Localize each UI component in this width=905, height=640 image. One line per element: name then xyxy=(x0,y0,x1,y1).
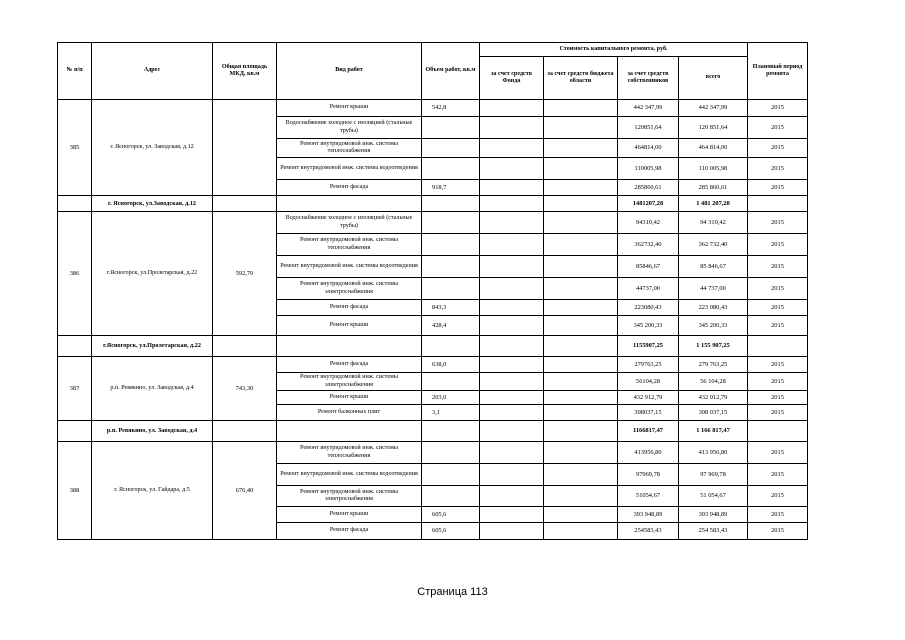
region-cost-cell xyxy=(544,278,618,300)
period-cell: 2015 xyxy=(748,278,808,300)
subtotal-volume-cell xyxy=(422,336,480,357)
work-type-cell: Ремонт внутридомовой инж. системы водоотведения xyxy=(277,464,422,486)
volume-cell xyxy=(422,278,480,300)
total-cost-cell: 362 732,40 xyxy=(679,234,748,256)
subtotal-region-cell xyxy=(544,196,618,212)
fund-cost-cell xyxy=(480,391,544,405)
total-cost-cell: 398 037,15 xyxy=(679,405,748,421)
period-cell: 2015 xyxy=(748,180,808,196)
work-type-cell: Ремонт фасада xyxy=(277,523,422,540)
fund-cost-cell xyxy=(480,158,544,180)
header-cost-group: Стоимость капитального ремонта, руб. xyxy=(480,43,748,57)
total-cost-cell: 85 846,67 xyxy=(679,256,748,278)
fund-cost-cell xyxy=(480,464,544,486)
owners-cost-cell: 120851,64 xyxy=(618,117,679,139)
volume-cell: 428,4 xyxy=(422,316,480,336)
region-cost-cell xyxy=(544,316,618,336)
period-cell: 2015 xyxy=(748,158,808,180)
fund-cost-cell xyxy=(480,316,544,336)
subtotal-row xyxy=(58,196,808,212)
total-cost-cell: 279 763,25 xyxy=(679,357,748,373)
region-cost-cell xyxy=(544,100,618,117)
volume-cell: 542,8 xyxy=(422,100,480,117)
total-cost-cell: 345 200,33 xyxy=(679,316,748,336)
volume-cell xyxy=(422,158,480,180)
subtotal-fund-cell xyxy=(480,196,544,212)
total-cost-cell: 110 005,98 xyxy=(679,158,748,180)
subtotal-region-cell xyxy=(544,421,618,442)
total-cost-cell: 393 948,89 xyxy=(679,507,748,523)
work-type-cell: Ремонт внутридомовой инж. системы теплоснабжения xyxy=(277,139,422,158)
subtotal-total: 1 155 907,25 xyxy=(679,336,748,357)
period-cell: 2015 xyxy=(748,117,808,139)
owners-cost-cell: 362732,40 xyxy=(618,234,679,256)
work-type-cell: Ремонт внутридомовой инж. системы водоотведения xyxy=(277,256,422,278)
subtotal-area-cell xyxy=(213,336,277,357)
volume-cell xyxy=(422,212,480,234)
total-cost-cell: 254 583,43 xyxy=(679,523,748,540)
period-cell: 2015 xyxy=(748,316,808,336)
work-type-cell: Водоснабжение холодное с изоляцией (стальные трубы) xyxy=(277,212,422,234)
subtotal-owners: 1166817,47 xyxy=(618,421,679,442)
work-type-cell: Ремонт крыши xyxy=(277,391,422,405)
table-row xyxy=(58,357,808,373)
volume-cell xyxy=(422,373,480,391)
table-row xyxy=(58,442,808,464)
fund-cost-cell xyxy=(480,117,544,139)
region-cost-cell xyxy=(544,117,618,139)
region-cost-cell xyxy=(544,357,618,373)
table-body xyxy=(58,100,808,540)
region-cost-cell xyxy=(544,256,618,278)
owners-cost-cell: 464814,00 xyxy=(618,139,679,158)
address-cell: г. Ясногорск, ул. Заводская, д.12 xyxy=(92,100,213,196)
header-area: Общая площадь МКД, кв.м xyxy=(213,43,277,100)
subtotal-total: 1 166 817,47 xyxy=(679,421,748,442)
work-type-cell: Ремонт внутридомовой инж. системы теплоснабжения xyxy=(277,442,422,464)
work-type-cell: Ремонт крыши xyxy=(277,316,422,336)
volume-cell: 638,0 xyxy=(422,357,480,373)
header-total: всего xyxy=(679,57,748,100)
owners-cost-cell: 442 347,99 xyxy=(618,100,679,117)
total-cost-cell: 44 737,00 xyxy=(679,278,748,300)
volume-cell xyxy=(422,117,480,139)
owners-cost-cell: 97969,78 xyxy=(618,464,679,486)
subtotal-num-cell xyxy=(58,196,92,212)
work-type-cell: Водоснабжение холодное с изоляцией (стальные трубы) xyxy=(277,117,422,139)
fund-cost-cell xyxy=(480,357,544,373)
volume-cell xyxy=(422,486,480,507)
work-type-cell: Ремонт крыши xyxy=(277,100,422,117)
owners-cost-cell: 432 912,79 xyxy=(618,391,679,405)
subtotal-row xyxy=(58,421,808,442)
period-cell: 2015 xyxy=(748,212,808,234)
subtotal-fund-cell xyxy=(480,421,544,442)
volume-cell xyxy=(422,139,480,158)
subtotal-volume-cell xyxy=(422,196,480,212)
volume-cell: 843,3 xyxy=(422,300,480,316)
owners-cost-cell: 223080,43 xyxy=(618,300,679,316)
period-cell: 2015 xyxy=(748,523,808,540)
subtotal-area-cell xyxy=(213,421,277,442)
subtotal-fund-cell xyxy=(480,336,544,357)
subtotal-row xyxy=(58,336,808,357)
period-cell: 2015 xyxy=(748,234,808,256)
owners-cost-cell: 285860,61 xyxy=(618,180,679,196)
volume-cell xyxy=(422,234,480,256)
owners-cost-cell: 413956,80 xyxy=(618,442,679,464)
volume-cell: 605,6 xyxy=(422,523,480,540)
repair-plan-table-container xyxy=(57,42,808,540)
subtotal-num-cell xyxy=(58,336,92,357)
region-cost-cell xyxy=(544,486,618,507)
subtotal-region-cell xyxy=(544,336,618,357)
work-type-cell: Ремонт фасада xyxy=(277,300,422,316)
owners-cost-cell: 94310,42 xyxy=(618,212,679,234)
period-cell: 2015 xyxy=(748,391,808,405)
total-cost-cell: 51 054,67 xyxy=(679,486,748,507)
subtotal-label: р.п. Ревякино, ул. Заводская, д.4 xyxy=(92,421,213,442)
region-cost-cell xyxy=(544,234,618,256)
fund-cost-cell xyxy=(480,234,544,256)
subtotal-label: г.Ясногорск, ул.Пролетарская, д.22 xyxy=(92,336,213,357)
owners-cost-cell: 110005,98 xyxy=(618,158,679,180)
house-number-cell: 388 xyxy=(58,442,92,540)
subtotal-total: 1 481 207,28 xyxy=(679,196,748,212)
address-cell: г.Ясногорск, ул.Пролетарская, д.22 xyxy=(92,212,213,336)
region-cost-cell xyxy=(544,391,618,405)
subtotal-work-cell xyxy=(277,196,422,212)
work-type-cell: Ремонт крыши xyxy=(277,507,422,523)
area-cell xyxy=(213,100,277,196)
subtotal-volume-cell xyxy=(422,421,480,442)
region-cost-cell xyxy=(544,442,618,464)
subtotal-area-cell xyxy=(213,196,277,212)
owners-cost-cell: 345 200,33 xyxy=(618,316,679,336)
region-cost-cell xyxy=(544,405,618,421)
period-cell: 2015 xyxy=(748,405,808,421)
total-cost-cell: 97 969,78 xyxy=(679,464,748,486)
header-volume: Объем работ, кв.м xyxy=(422,43,480,100)
subtotal-work-cell xyxy=(277,421,422,442)
work-type-cell: Ремонт фасада xyxy=(277,357,422,373)
owners-cost-cell: 398037,15 xyxy=(618,405,679,421)
work-type-cell: Ремонт внутридомовой инж. системы теплоснабжения xyxy=(277,234,422,256)
area-cell: 592,70 xyxy=(213,212,277,336)
period-cell: 2015 xyxy=(748,442,808,464)
period-cell: 2015 xyxy=(748,100,808,117)
owners-cost-cell: 85846,67 xyxy=(618,256,679,278)
work-type-cell: Ремонт балконных плит xyxy=(277,405,422,421)
work-type-cell: Ремонт внутридомовой инж. системы электроснабжения xyxy=(277,278,422,300)
region-cost-cell xyxy=(544,523,618,540)
volume-cell: 605,6 xyxy=(422,507,480,523)
region-cost-cell xyxy=(544,300,618,316)
table-header xyxy=(58,43,808,100)
subtotal-label: г. Ясногорск, ул.Заводская, д.12 xyxy=(92,196,213,212)
subtotal-owners: 1155907,25 xyxy=(618,336,679,357)
address-cell: г. Ясногорск, ул. Гайдара, д.5 xyxy=(92,442,213,540)
house-number-cell: 385 xyxy=(58,100,92,196)
total-cost-cell: 56 104,28 xyxy=(679,373,748,391)
region-cost-cell xyxy=(544,373,618,391)
header-region: за счет средств бюджета области xyxy=(544,57,618,100)
period-cell: 2015 xyxy=(748,357,808,373)
fund-cost-cell xyxy=(480,278,544,300)
owners-cost-cell: 44737,00 xyxy=(618,278,679,300)
house-number-cell: 386 xyxy=(58,212,92,336)
volume-cell: 918,7 xyxy=(422,180,480,196)
fund-cost-cell xyxy=(480,300,544,316)
area-cell: 743,30 xyxy=(213,357,277,421)
header-owners: за счет средств собственников xyxy=(618,57,679,100)
total-cost-cell: 432 912,79 xyxy=(679,391,748,405)
subtotal-period-cell xyxy=(748,196,808,212)
period-cell: 2015 xyxy=(748,139,808,158)
house-number-cell: 387 xyxy=(58,357,92,421)
volume-cell xyxy=(422,442,480,464)
fund-cost-cell xyxy=(480,180,544,196)
region-cost-cell xyxy=(544,139,618,158)
total-cost-cell: 94 310,42 xyxy=(679,212,748,234)
region-cost-cell xyxy=(544,180,618,196)
total-cost-cell: 464 814,00 xyxy=(679,139,748,158)
period-cell: 2015 xyxy=(748,464,808,486)
header-period: Плановый период ремонта xyxy=(748,43,808,100)
table-row xyxy=(58,100,808,117)
fund-cost-cell xyxy=(480,523,544,540)
fund-cost-cell xyxy=(480,139,544,158)
fund-cost-cell xyxy=(480,442,544,464)
total-cost-cell: 413 956,80 xyxy=(679,442,748,464)
period-cell: 2015 xyxy=(748,507,808,523)
owners-cost-cell: 254583,43 xyxy=(618,523,679,540)
period-cell: 2015 xyxy=(748,256,808,278)
fund-cost-cell xyxy=(480,507,544,523)
fund-cost-cell xyxy=(480,256,544,278)
region-cost-cell xyxy=(544,158,618,180)
period-cell: 2015 xyxy=(748,300,808,316)
subtotal-work-cell xyxy=(277,336,422,357)
volume-cell: 3,1 xyxy=(422,405,480,421)
address-cell: р.п. Ревякино, ул. Заводская, д.4 xyxy=(92,357,213,421)
total-cost-cell: 442 347,99 xyxy=(679,100,748,117)
area-cell: 676,40 xyxy=(213,442,277,540)
owners-cost-cell: 56104,28 xyxy=(618,373,679,391)
total-cost-cell: 285 860,61 xyxy=(679,180,748,196)
work-type-cell: Ремонт внутридомовой инж. системы водоотведения xyxy=(277,158,422,180)
region-cost-cell xyxy=(544,464,618,486)
table-row xyxy=(58,212,808,234)
fund-cost-cell xyxy=(480,212,544,234)
owners-cost-cell: 393 948,89 xyxy=(618,507,679,523)
volume-cell xyxy=(422,256,480,278)
total-cost-cell: 223 080,43 xyxy=(679,300,748,316)
repair-plan-table xyxy=(57,42,808,540)
fund-cost-cell xyxy=(480,100,544,117)
header-work: Вид работ xyxy=(277,43,422,100)
header-num: № п/п xyxy=(58,43,92,100)
subtotal-period-cell xyxy=(748,336,808,357)
fund-cost-cell xyxy=(480,405,544,421)
header-fund: за счет средств Фонда xyxy=(480,57,544,100)
subtotal-owners: 1481207,28 xyxy=(618,196,679,212)
subtotal-period-cell xyxy=(748,421,808,442)
subtotal-num-cell xyxy=(58,421,92,442)
total-cost-cell: 120 851,64 xyxy=(679,117,748,139)
volume-cell: 203,0 xyxy=(422,391,480,405)
volume-cell xyxy=(422,464,480,486)
period-cell: 2015 xyxy=(748,486,808,507)
header-address: Адрес xyxy=(92,43,213,100)
work-type-cell: Ремонт фасада xyxy=(277,180,422,196)
region-cost-cell xyxy=(544,507,618,523)
fund-cost-cell xyxy=(480,373,544,391)
work-type-cell: Ремонт внутридомовой инж. системы электроснабжения xyxy=(277,486,422,507)
page-number: Страница 113 xyxy=(417,586,488,598)
owners-cost-cell: 51054,67 xyxy=(618,486,679,507)
work-type-cell: Ремонт внутридомовой инж. системы электроснабжения xyxy=(277,373,422,391)
period-cell: 2015 xyxy=(748,373,808,391)
owners-cost-cell: 279763,25 xyxy=(618,357,679,373)
region-cost-cell xyxy=(544,212,618,234)
fund-cost-cell xyxy=(480,486,544,507)
